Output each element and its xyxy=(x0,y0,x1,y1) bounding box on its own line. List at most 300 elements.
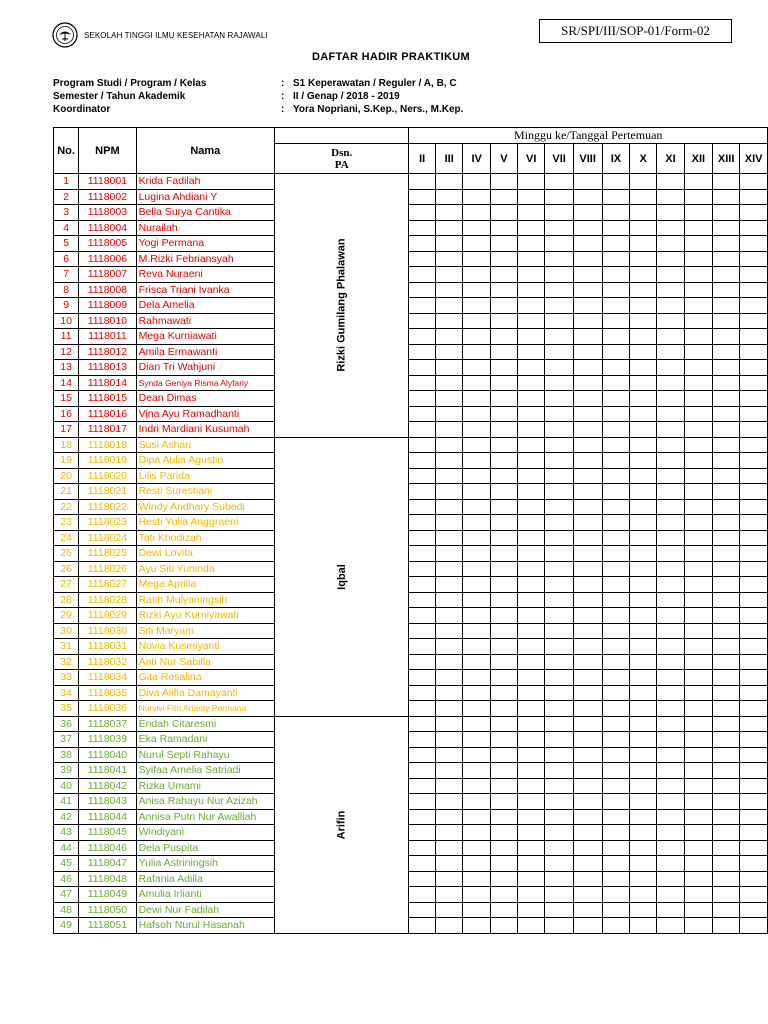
attendance-cell xyxy=(409,577,436,593)
table-row xyxy=(54,778,768,794)
table-row xyxy=(54,453,768,469)
attendance-cell xyxy=(657,701,685,717)
attendance-cell xyxy=(684,499,712,515)
student-no: 43 xyxy=(54,825,79,841)
student-name: Dipa Aulia Agustin xyxy=(136,453,275,469)
attendance-cell xyxy=(490,546,517,562)
attendance-cell xyxy=(684,747,712,763)
attendance-cell xyxy=(630,174,657,190)
attendance-cell xyxy=(409,701,436,717)
student-name: Amulia Irlianti xyxy=(136,887,275,903)
attendance-cell xyxy=(712,716,739,732)
attendance-cell xyxy=(436,468,463,484)
attendance-cell xyxy=(684,825,712,841)
attendance-cell xyxy=(490,670,517,686)
attendance-cell xyxy=(517,685,545,701)
attendance-cell xyxy=(573,437,602,453)
attendance-cell xyxy=(517,747,545,763)
student-npm: 1118013 xyxy=(79,360,136,376)
attendance-cell xyxy=(436,375,463,391)
attendance-cell xyxy=(409,298,436,314)
attendance-cell xyxy=(517,515,545,531)
attendance-cell xyxy=(740,670,768,686)
attendance-cell xyxy=(602,732,630,748)
attendance-cell xyxy=(573,174,602,190)
attendance-cell xyxy=(630,329,657,345)
attendance-cell xyxy=(602,887,630,903)
table-row xyxy=(54,623,768,639)
attendance-cell xyxy=(409,453,436,469)
attendance-cell xyxy=(490,825,517,841)
attendance-cell xyxy=(684,887,712,903)
attendance-cell xyxy=(573,344,602,360)
attendance-cell xyxy=(657,639,685,655)
attendance-cell xyxy=(490,360,517,376)
attendance-cell xyxy=(490,654,517,670)
attendance-cell xyxy=(602,871,630,887)
table-row xyxy=(54,654,768,670)
attendance-cell xyxy=(463,654,491,670)
attendance-cell xyxy=(602,701,630,717)
attendance-cell xyxy=(517,360,545,376)
table-row xyxy=(54,391,768,407)
attendance-cell xyxy=(657,391,685,407)
student-no: 9 xyxy=(54,298,79,314)
attendance-cell xyxy=(712,685,739,701)
attendance-cell xyxy=(463,468,491,484)
attendance-cell xyxy=(463,499,491,515)
student-name: Resti Surestiani xyxy=(136,484,275,500)
attendance-cell xyxy=(409,809,436,825)
attendance-cell xyxy=(436,623,463,639)
student-npm: 1118035 xyxy=(79,685,136,701)
attendance-cell xyxy=(517,670,545,686)
attendance-cell xyxy=(740,515,768,531)
attendance-cell xyxy=(657,499,685,515)
attendance-cell xyxy=(657,236,685,252)
attendance-cell xyxy=(657,375,685,391)
attendance-cell xyxy=(409,546,436,562)
attendance-cell xyxy=(602,561,630,577)
attendance-cell xyxy=(490,251,517,267)
attendance-cell xyxy=(436,871,463,887)
student-npm: 1118031 xyxy=(79,639,136,655)
attendance-cell xyxy=(436,422,463,438)
attendance-cell xyxy=(712,530,739,546)
attendance-cell xyxy=(517,778,545,794)
table-row xyxy=(54,685,768,701)
attendance-cell xyxy=(436,282,463,298)
attendance-cell xyxy=(740,871,768,887)
attendance-cell xyxy=(602,437,630,453)
attendance-cell xyxy=(490,468,517,484)
attendance-cell xyxy=(545,437,573,453)
attendance-cell xyxy=(436,685,463,701)
attendance-cell xyxy=(657,887,685,903)
attendance-cell xyxy=(573,422,602,438)
header-dsn-pa xyxy=(275,144,409,174)
header-week-ix: IX xyxy=(602,144,630,174)
attendance-cell xyxy=(684,577,712,593)
student-name: Gita Rosalina xyxy=(136,670,275,686)
attendance-cell xyxy=(657,360,685,376)
header-dsn-top-cell xyxy=(275,128,409,144)
attendance-cell xyxy=(463,205,491,221)
student-npm: 1118025 xyxy=(79,546,136,562)
attendance-cell xyxy=(463,685,491,701)
student-no: 46 xyxy=(54,871,79,887)
student-name: Ayu Siti Yuninda xyxy=(136,561,275,577)
student-npm: 1118015 xyxy=(79,391,136,407)
attendance-cell xyxy=(602,654,630,670)
attendance-cell xyxy=(545,391,573,407)
attendance-cell xyxy=(657,406,685,422)
attendance-cell xyxy=(684,778,712,794)
attendance-cell xyxy=(712,298,739,314)
attendance-cell xyxy=(657,685,685,701)
attendance-cell xyxy=(409,189,436,205)
attendance-cell xyxy=(436,794,463,810)
attendance-cell xyxy=(657,515,685,531)
student-npm: 1118020 xyxy=(79,468,136,484)
attendance-cell xyxy=(573,360,602,376)
attendance-cell xyxy=(657,220,685,236)
table-row xyxy=(54,313,768,329)
attendance-cell xyxy=(545,468,573,484)
student-npm: 1118023 xyxy=(79,515,136,531)
attendance-cell xyxy=(712,732,739,748)
attendance-cell xyxy=(490,747,517,763)
attendance-cell xyxy=(517,887,545,903)
table-row xyxy=(54,360,768,376)
attendance-cell xyxy=(630,515,657,531)
attendance-cell xyxy=(712,205,739,221)
attendance-cell xyxy=(573,267,602,283)
header-dsn: Dsn. xyxy=(331,146,353,159)
attendance-cell xyxy=(684,809,712,825)
attendance-cell xyxy=(630,205,657,221)
student-name: Syifaa Amelia Satriadi xyxy=(136,763,275,779)
attendance-cell xyxy=(630,546,657,562)
form-code: SR/SPI/III/SOP-01/Form-02 xyxy=(539,19,732,43)
attendance-cell xyxy=(545,825,573,841)
student-npm: 1118011 xyxy=(79,329,136,345)
attendance-cell xyxy=(630,360,657,376)
student-npm: 1118037 xyxy=(79,716,136,732)
attendance-cell xyxy=(517,546,545,562)
attendance-cell xyxy=(463,220,491,236)
institution-name: SEKOLAH TINGGI ILMU KESEHATAN RAJAWALI xyxy=(84,30,268,40)
attendance-cell xyxy=(436,809,463,825)
attendance-cell xyxy=(545,732,573,748)
attendance-cell xyxy=(409,592,436,608)
attendance-cell xyxy=(490,422,517,438)
attendance-cell xyxy=(657,654,685,670)
attendance-cell xyxy=(490,778,517,794)
attendance-cell xyxy=(740,437,768,453)
attendance-cell xyxy=(684,468,712,484)
student-no: 7 xyxy=(54,267,79,283)
attendance-cell xyxy=(436,499,463,515)
info-colon: : xyxy=(281,91,285,102)
student-npm: 1118024 xyxy=(79,530,136,546)
attendance-cell xyxy=(545,546,573,562)
attendance-cell xyxy=(602,375,630,391)
attendance-cell xyxy=(436,267,463,283)
table-row xyxy=(54,763,768,779)
attendance-cell xyxy=(684,716,712,732)
attendance-cell xyxy=(490,561,517,577)
info-value: S1 Keperawatan / Reguler / A, B, C xyxy=(293,78,457,89)
attendance-cell xyxy=(684,313,712,329)
attendance-cell xyxy=(740,406,768,422)
attendance-cell xyxy=(573,561,602,577)
attendance-cell xyxy=(517,174,545,190)
attendance-cell xyxy=(517,468,545,484)
attendance-cell xyxy=(463,251,491,267)
attendance-cell xyxy=(463,344,491,360)
attendance-cell xyxy=(712,623,739,639)
header-week-ii: II xyxy=(409,144,436,174)
attendance-cell xyxy=(409,406,436,422)
attendance-cell xyxy=(463,298,491,314)
attendance-cell xyxy=(740,887,768,903)
attendance-cell xyxy=(490,592,517,608)
attendance-cell xyxy=(545,747,573,763)
page-title: DAFTAR HADIR PRAKTIKUM xyxy=(312,51,470,63)
attendance-cell xyxy=(573,871,602,887)
attendance-cell xyxy=(463,887,491,903)
header-pa: PA xyxy=(334,158,349,171)
attendance-cell xyxy=(657,716,685,732)
attendance-cell xyxy=(657,778,685,794)
table-row xyxy=(54,561,768,577)
attendance-cell xyxy=(545,685,573,701)
attendance-cell xyxy=(573,809,602,825)
student-name: Dian Tri Wahjuni xyxy=(136,360,275,376)
attendance-cell xyxy=(573,654,602,670)
attendance-cell xyxy=(409,174,436,190)
attendance-cell xyxy=(573,763,602,779)
attendance-cell xyxy=(463,809,491,825)
attendance-cell xyxy=(630,422,657,438)
student-no: 10 xyxy=(54,313,79,329)
attendance-cell xyxy=(490,220,517,236)
attendance-cell xyxy=(573,840,602,856)
attendance-cell xyxy=(436,546,463,562)
attendance-cell xyxy=(573,391,602,407)
attendance-cell xyxy=(573,298,602,314)
header-weeks-title: Minggu ke/Tanggal Pertemuan xyxy=(409,128,768,144)
attendance-cell xyxy=(740,251,768,267)
student-npm: 1118012 xyxy=(79,344,136,360)
attendance-cell xyxy=(684,220,712,236)
attendance-cell xyxy=(545,515,573,531)
student-no: 26 xyxy=(54,561,79,577)
student-no: 11 xyxy=(54,329,79,345)
attendance-cell xyxy=(657,453,685,469)
table-row xyxy=(54,747,768,763)
header-week-v: V xyxy=(490,144,517,174)
student-npm: 1118048 xyxy=(79,871,136,887)
attendance-cell xyxy=(630,406,657,422)
student-name: Frisca Triani Ivanka xyxy=(136,282,275,298)
attendance-cell xyxy=(545,592,573,608)
attendance-cell xyxy=(712,174,739,190)
student-name: Amila Ermawanti xyxy=(136,344,275,360)
attendance-cell xyxy=(517,484,545,500)
attendance-cell xyxy=(490,871,517,887)
header-week-xiii: XIII xyxy=(712,144,739,174)
student-name: Rizki Ayu Kurniyawati xyxy=(136,608,275,624)
attendance-cell xyxy=(517,236,545,252)
student-no: 48 xyxy=(54,902,79,918)
attendance-cell xyxy=(545,871,573,887)
student-no: 19 xyxy=(54,453,79,469)
student-npm: 1118028 xyxy=(79,592,136,608)
attendance-cell xyxy=(409,716,436,732)
student-no: 45 xyxy=(54,856,79,872)
attendance-cell xyxy=(630,654,657,670)
attendance-cell xyxy=(602,530,630,546)
attendance-cell xyxy=(545,701,573,717)
attendance-cell xyxy=(463,267,491,283)
attendance-cell xyxy=(602,391,630,407)
student-no: 18 xyxy=(54,437,79,453)
attendance-cell xyxy=(630,236,657,252)
dosen-pa-name: Rizki Gumilang Phalawan xyxy=(335,238,348,372)
attendance-cell xyxy=(409,918,436,934)
student-npm: 1118009 xyxy=(79,298,136,314)
attendance-cell xyxy=(684,391,712,407)
attendance-cell xyxy=(463,391,491,407)
attendance-cell xyxy=(602,251,630,267)
attendance-cell xyxy=(684,670,712,686)
attendance-cell xyxy=(712,251,739,267)
attendance-cell xyxy=(602,639,630,655)
attendance-cell xyxy=(740,453,768,469)
attendance-cell xyxy=(740,840,768,856)
attendance-cell xyxy=(463,406,491,422)
attendance-cell xyxy=(657,174,685,190)
attendance-cell xyxy=(657,732,685,748)
student-name: Bella Surya Cantika xyxy=(136,205,275,221)
attendance-cell xyxy=(436,840,463,856)
student-name: Dewi Nur Fadilah xyxy=(136,902,275,918)
attendance-cell xyxy=(573,189,602,205)
student-no: 38 xyxy=(54,747,79,763)
header-week-xi: XI xyxy=(657,144,685,174)
header-nama: Nama xyxy=(136,128,275,174)
attendance-cell xyxy=(657,871,685,887)
attendance-cell xyxy=(602,468,630,484)
table-row xyxy=(54,639,768,655)
attendance-cell xyxy=(436,701,463,717)
attendance-cell xyxy=(740,825,768,841)
table-row xyxy=(54,205,768,221)
table-row xyxy=(54,499,768,515)
student-name: Diva Alifia Damayanti xyxy=(136,685,275,701)
attendance-cell xyxy=(409,313,436,329)
attendance-cell xyxy=(602,778,630,794)
attendance-cell xyxy=(517,422,545,438)
attendance-cell xyxy=(657,546,685,562)
attendance-cell xyxy=(409,484,436,500)
attendance-cell xyxy=(712,267,739,283)
attendance-cell xyxy=(602,174,630,190)
student-npm: 1118043 xyxy=(79,794,136,810)
attendance-cell xyxy=(409,251,436,267)
attendance-cell xyxy=(684,794,712,810)
dosen-pa-cell xyxy=(275,437,409,716)
attendance-cell xyxy=(490,716,517,732)
student-no: 32 xyxy=(54,654,79,670)
attendance-cell xyxy=(602,267,630,283)
attendance-cell xyxy=(684,484,712,500)
attendance-cell xyxy=(517,561,545,577)
attendance-cell xyxy=(545,670,573,686)
student-name: Synda Geniya Risma Alyfany xyxy=(136,375,275,391)
attendance-cell xyxy=(740,794,768,810)
attendance-cell xyxy=(545,205,573,221)
attendance-cell xyxy=(463,918,491,934)
student-npm: 1118034 xyxy=(79,670,136,686)
attendance-cell xyxy=(740,716,768,732)
attendance-cell xyxy=(684,546,712,562)
attendance-cell xyxy=(684,530,712,546)
student-no: 25 xyxy=(54,546,79,562)
attendance-cell xyxy=(463,453,491,469)
attendance-cell xyxy=(436,251,463,267)
attendance-cell xyxy=(630,747,657,763)
table-row xyxy=(54,282,768,298)
student-npm: 1118046 xyxy=(79,840,136,856)
attendance-cell xyxy=(490,313,517,329)
attendance-cell xyxy=(573,406,602,422)
attendance-cell xyxy=(712,763,739,779)
attendance-cell xyxy=(630,437,657,453)
attendance-cell xyxy=(684,654,712,670)
student-no: 41 xyxy=(54,794,79,810)
attendance-cell xyxy=(463,701,491,717)
attendance-cell xyxy=(602,499,630,515)
attendance-cell xyxy=(657,189,685,205)
attendance-cell xyxy=(657,592,685,608)
attendance-cell xyxy=(602,763,630,779)
attendance-cell xyxy=(517,530,545,546)
attendance-cell xyxy=(630,561,657,577)
attendance-cell xyxy=(409,763,436,779)
attendance-cell xyxy=(573,251,602,267)
attendance-cell xyxy=(517,577,545,593)
attendance-cell xyxy=(740,468,768,484)
student-npm: 1118045 xyxy=(79,825,136,841)
attendance-cell xyxy=(657,623,685,639)
attendance-cell xyxy=(517,763,545,779)
attendance-cell xyxy=(436,856,463,872)
attendance-cell xyxy=(684,251,712,267)
table-row xyxy=(54,174,768,190)
attendance-cell xyxy=(740,623,768,639)
attendance-cell xyxy=(490,856,517,872)
attendance-cell xyxy=(657,422,685,438)
attendance-cell xyxy=(545,236,573,252)
attendance-cell xyxy=(712,220,739,236)
attendance-cell xyxy=(490,530,517,546)
attendance-cell xyxy=(573,794,602,810)
attendance-cell xyxy=(602,825,630,841)
attendance-cell xyxy=(573,716,602,732)
